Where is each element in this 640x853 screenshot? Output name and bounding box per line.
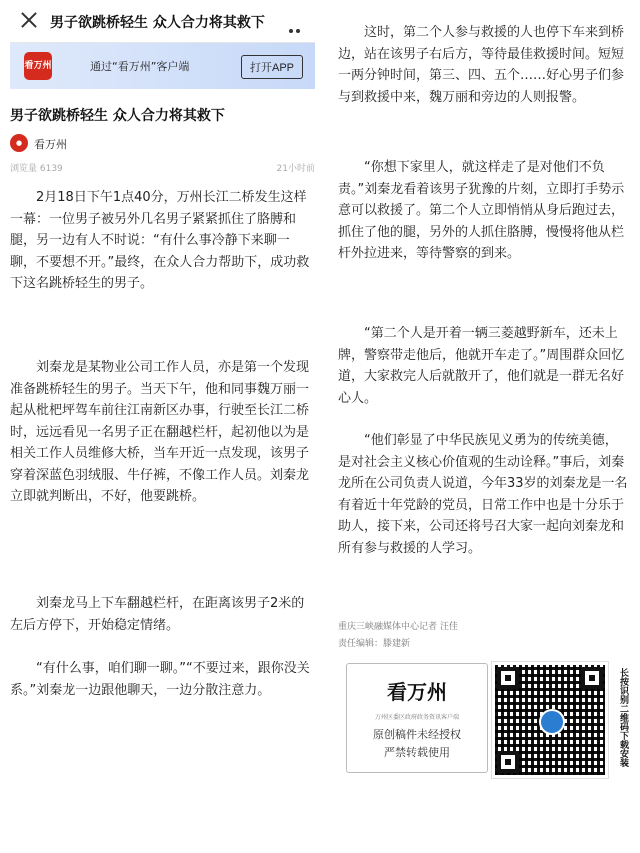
editor-credit: 责任编辑：滕建新 bbox=[338, 639, 411, 649]
meta-row bbox=[10, 161, 315, 175]
view-count: 浏览量 6139 bbox=[10, 164, 63, 174]
more-dots-icon[interactable] bbox=[289, 18, 309, 24]
promo-title: 看万州 bbox=[387, 680, 447, 704]
qr-finder bbox=[497, 667, 519, 689]
author-name[interactable]: 看万州 bbox=[34, 138, 67, 151]
publish-time: 21小时前 bbox=[276, 164, 315, 174]
app-logo: 看万州 bbox=[24, 52, 52, 80]
paragraph-7: “第二个人是开着一辆三菱越野新车，还未上牌，警察带走他后，他就开车走了。”周围群众回忆道，大家救完人后就散开了，他们就是一群无名好心人。 bbox=[338, 326, 625, 406]
reporter-credit: 重庆三峡融媒体中心记者 汪佳 bbox=[338, 622, 458, 632]
paragraph-2: 刘秦龙是某物业公司工作人员，亦是第一个发现准备跳桥轻生的男子。当天下午，他和同事魏万丽一起从枇杷坪驾车前往江南新区办事，行驶至长江二桥时，远远看见一名男子正在翻越栏杆，起初他以为是相关工作人员维修大桥，当车开近一点发现，该男子穿着深蓝色羽绒服、牛仔裤，不像工作人员。刘秦龙立即就判断出，不好，他要跳桥。 bbox=[10, 360, 310, 504]
app-banner[interactable] bbox=[10, 43, 315, 89]
copyright-note-1: 原创稿件未经授权 bbox=[373, 728, 461, 741]
open-app-button[interactable]: 打开APP bbox=[241, 55, 303, 79]
right-column bbox=[338, 0, 630, 853]
paragraph-6: “你想下家里人，就这样走了是对他们不负责。”刘秦龙看着该男子犹豫的片刻，立即打手势示意可以救援了。第二个人立即悄悄从身后跑过去，抓住了他的腿，另外的人抓住胳膊，慢慢将他从栏杆外拉进来，等待警察的到来。 bbox=[338, 160, 625, 261]
paragraph-4: “有什么事，咱们聊一聊。”“不要过来，跟你没关系。”刘秦龙一边跟他聊天，一边分散注意力。 bbox=[10, 661, 310, 698]
paragraph-8: “他们彰显了中华民族见义勇为的传统美德，是对社会主义核心价值观的生动诠释。”事后，刘秦龙所在公司负责人说道，今年33岁的刘秦龙是一名有着近十年党龄的党员，日常工作中也是十分乐于助人，接下来，公司还将号召大家一起向刘秦龙和所有参与救援的人学习。 bbox=[338, 433, 628, 556]
left-column bbox=[10, 0, 315, 853]
qr-code[interactable] bbox=[492, 662, 608, 778]
page-title: 男子欲跳桥轻生 众人合力将其救下 bbox=[50, 15, 265, 31]
author-avatar[interactable]: ● bbox=[10, 134, 28, 152]
author-row[interactable] bbox=[10, 134, 315, 154]
banner-text: 通过“看万州”客户端 bbox=[90, 60, 190, 73]
qr-instruction: 长按识别二维码下载安装 bbox=[618, 668, 628, 767]
qr-finder bbox=[581, 667, 603, 689]
article-title: 男子欲跳桥轻生 众人合力将其救下 bbox=[10, 108, 225, 124]
top-bar bbox=[10, 0, 315, 43]
paragraph-3: 刘秦龙马上下车翻越栏杆，在距离该男子2米的左后方停下，开始稳定情绪。 bbox=[10, 596, 305, 633]
qr-finder bbox=[497, 751, 519, 773]
qr-logo-icon bbox=[539, 709, 565, 735]
paragraph-5: 这时，第二个人参与救援的人也停下车来到桥边，站在该男子右后方，等待最佳救援时间。短短一两分钟时间，第三、四、五个……好心男子们参与到救援中来，魏万丽和旁边的人则报警。 bbox=[338, 25, 625, 105]
paragraph-1: 2月18日下午1点40分，万州长江二桥发生这样一幕：一位男子被另外几名男子紧紧抓住了胳膊和腿，另一边有人不时说：“有什么事冷静下来聊一聊，不要想不开。”最终，在众人合力帮助下，成功救下这名跳桥轻生的男子。 bbox=[10, 190, 310, 291]
copyright-note-2: 严禁转载使用 bbox=[384, 746, 450, 759]
promo-card bbox=[346, 663, 488, 773]
promo-subtitle: 万州区委区政府政务资讯客户端 bbox=[374, 714, 459, 721]
close-icon[interactable] bbox=[18, 9, 40, 31]
